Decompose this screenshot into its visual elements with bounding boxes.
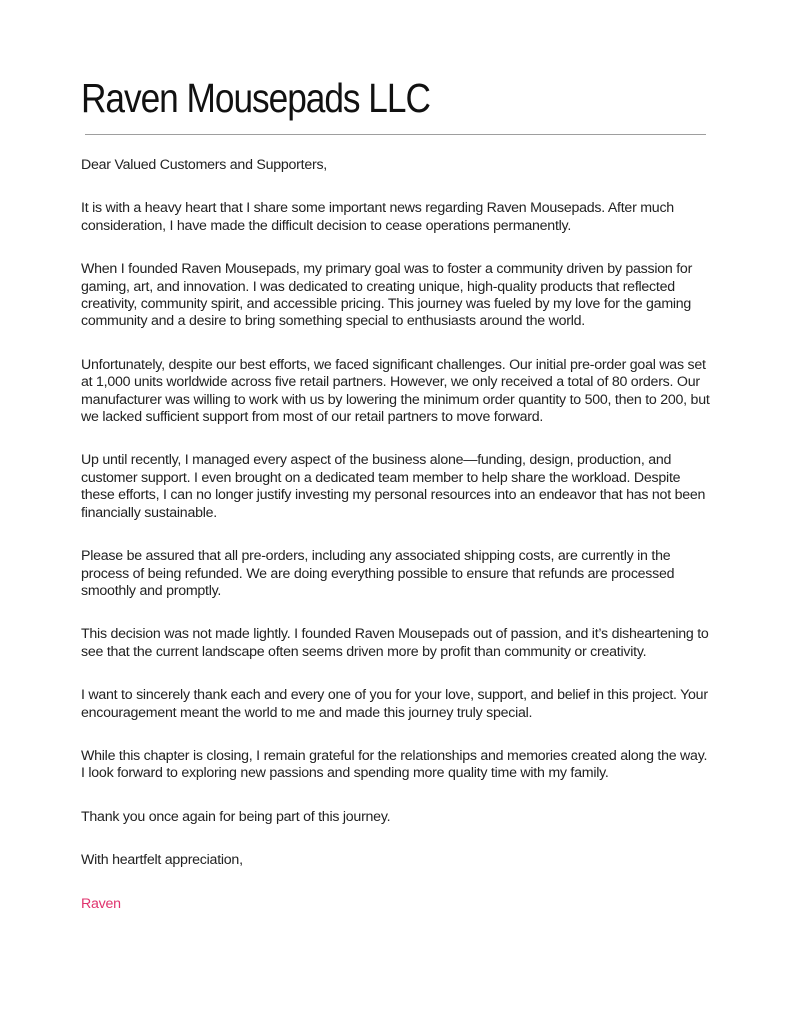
paragraph-challenges: Unfortunately, despite our best efforts, we faced significant challenges. Our initial pre-order goal was set at 1,000 units worldwide across five retail partners. However, we only received a total of 80 orders. Our manufacturer was willing to work with us by lowering the minimum order quantity to 500, then to 200, but we lacked sufficient support from most of our retail partners to move forward. xyxy=(81,356,710,426)
letter-body xyxy=(81,157,713,939)
signature: Raven xyxy=(81,895,121,912)
salutation: Dear Valued Customers and Supporters, xyxy=(81,157,327,173)
closing-line: With heartfelt appreciation, xyxy=(81,852,243,869)
paragraph-closing-chapter: While this chapter is closing, I remain grateful for the relationships and memories created along the way. I look forward to exploring new passions and spending more quality time with my family. xyxy=(81,747,708,782)
paragraph-refunds: Please be assured that all pre-orders, including any associated shipping costs, are currently in the process of being refunded. We are doing everything possible to ensure that refunds are processed smoothly and promptly. xyxy=(81,548,675,599)
paragraph-founding: When I founded Raven Mousepads, my primary goal was to foster a community driven by passion for gaming, art, and innovation. I was dedicated to creating unique, high-quality products that reflected creativity, community spirit, and accessible pricing. This journey was fueled by my love for the gaming community and a desire to bring something special to enthusiasts around the world. xyxy=(81,261,693,330)
paragraph-decision: This decision was not made lightly. I founded Raven Mousepads out of passion, and it’s disheartening to see that the current landscape often seems driven more by profit than community or creativity. xyxy=(81,626,709,660)
letter-title: Raven Mousepads LLC xyxy=(81,75,430,121)
paragraph-announcement: It is with a heavy heart that I share some important news regarding Raven Mousepads. After much consideration, I have made the difficult decision to cease operations permanently. xyxy=(81,200,674,234)
title-divider xyxy=(85,134,706,135)
paragraph-thanks: I want to sincerely thank each and every one of you for your love, support, and belief in this project. Your encouragement meant the world to me and made this journey truly special. xyxy=(81,687,708,721)
paragraph-final-thanks: Thank you once again for being part of this journey. xyxy=(81,808,391,825)
paragraph-effort: Up until recently, I managed every aspect of the business alone—funding, design, production, and customer support. I even brought on a dedicated team member to help share the workload. Despite these efforts, I can no longer justify investing my personal resources into an endeavor that has not been financially sustainable. xyxy=(81,452,706,521)
